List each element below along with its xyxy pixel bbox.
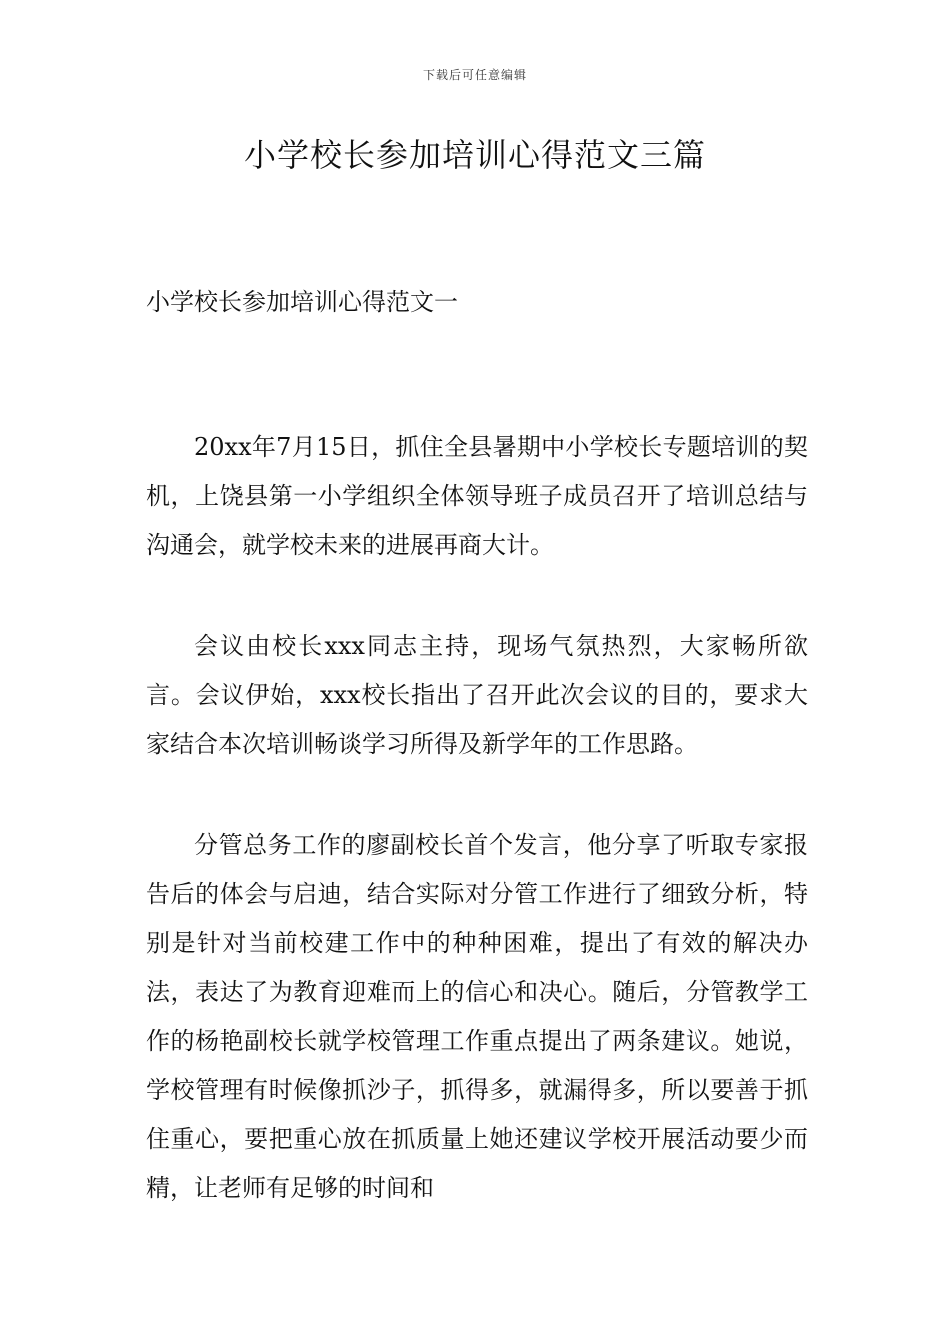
paragraph-1: 20xx年7月15日，抓住全县暑期中小学校长专题培训的契机，上饶县第一小学组织全体领导班子成员召开了培训总结与沟通会，就学校未来的进展再商大计。: [146, 433, 808, 559]
header-note: 下载后可任意编辑: [422, 68, 527, 82]
document-title: 小学校长参加培训心得范文三篇: [243, 136, 706, 174]
section-heading: 小学校长参加培训心得范文一: [146, 288, 458, 316]
paragraph-3: 分管总务工作的廖副校长首个发言，他分享了听取专家报告后的体会与启迪，结合实际对分管工作进行了细致分析，特别是针对当前校建工作中的种种困难，提出了有效的解决办法，表达了为教育迎难而上的信心和决心。随后，分管教学工作的杨艳副校长就学校管理工作重点提出了两条建议。她说，学校管理有时候像抓沙子，抓得多，就漏得多，所以要善于抓住重心，要把重心放在抓质量上她还建议学校开展活动要少而精，让老师有足够的时间和: [146, 831, 808, 1202]
paragraph-2: 会议由校长xxx同志主持，现场气氛热烈，大家畅所欲言。会议伊始，xxx校长指出了召开此次会议的目的，要求大家结合本次培训畅谈学习所得及新学年的工作思路。: [146, 632, 808, 758]
